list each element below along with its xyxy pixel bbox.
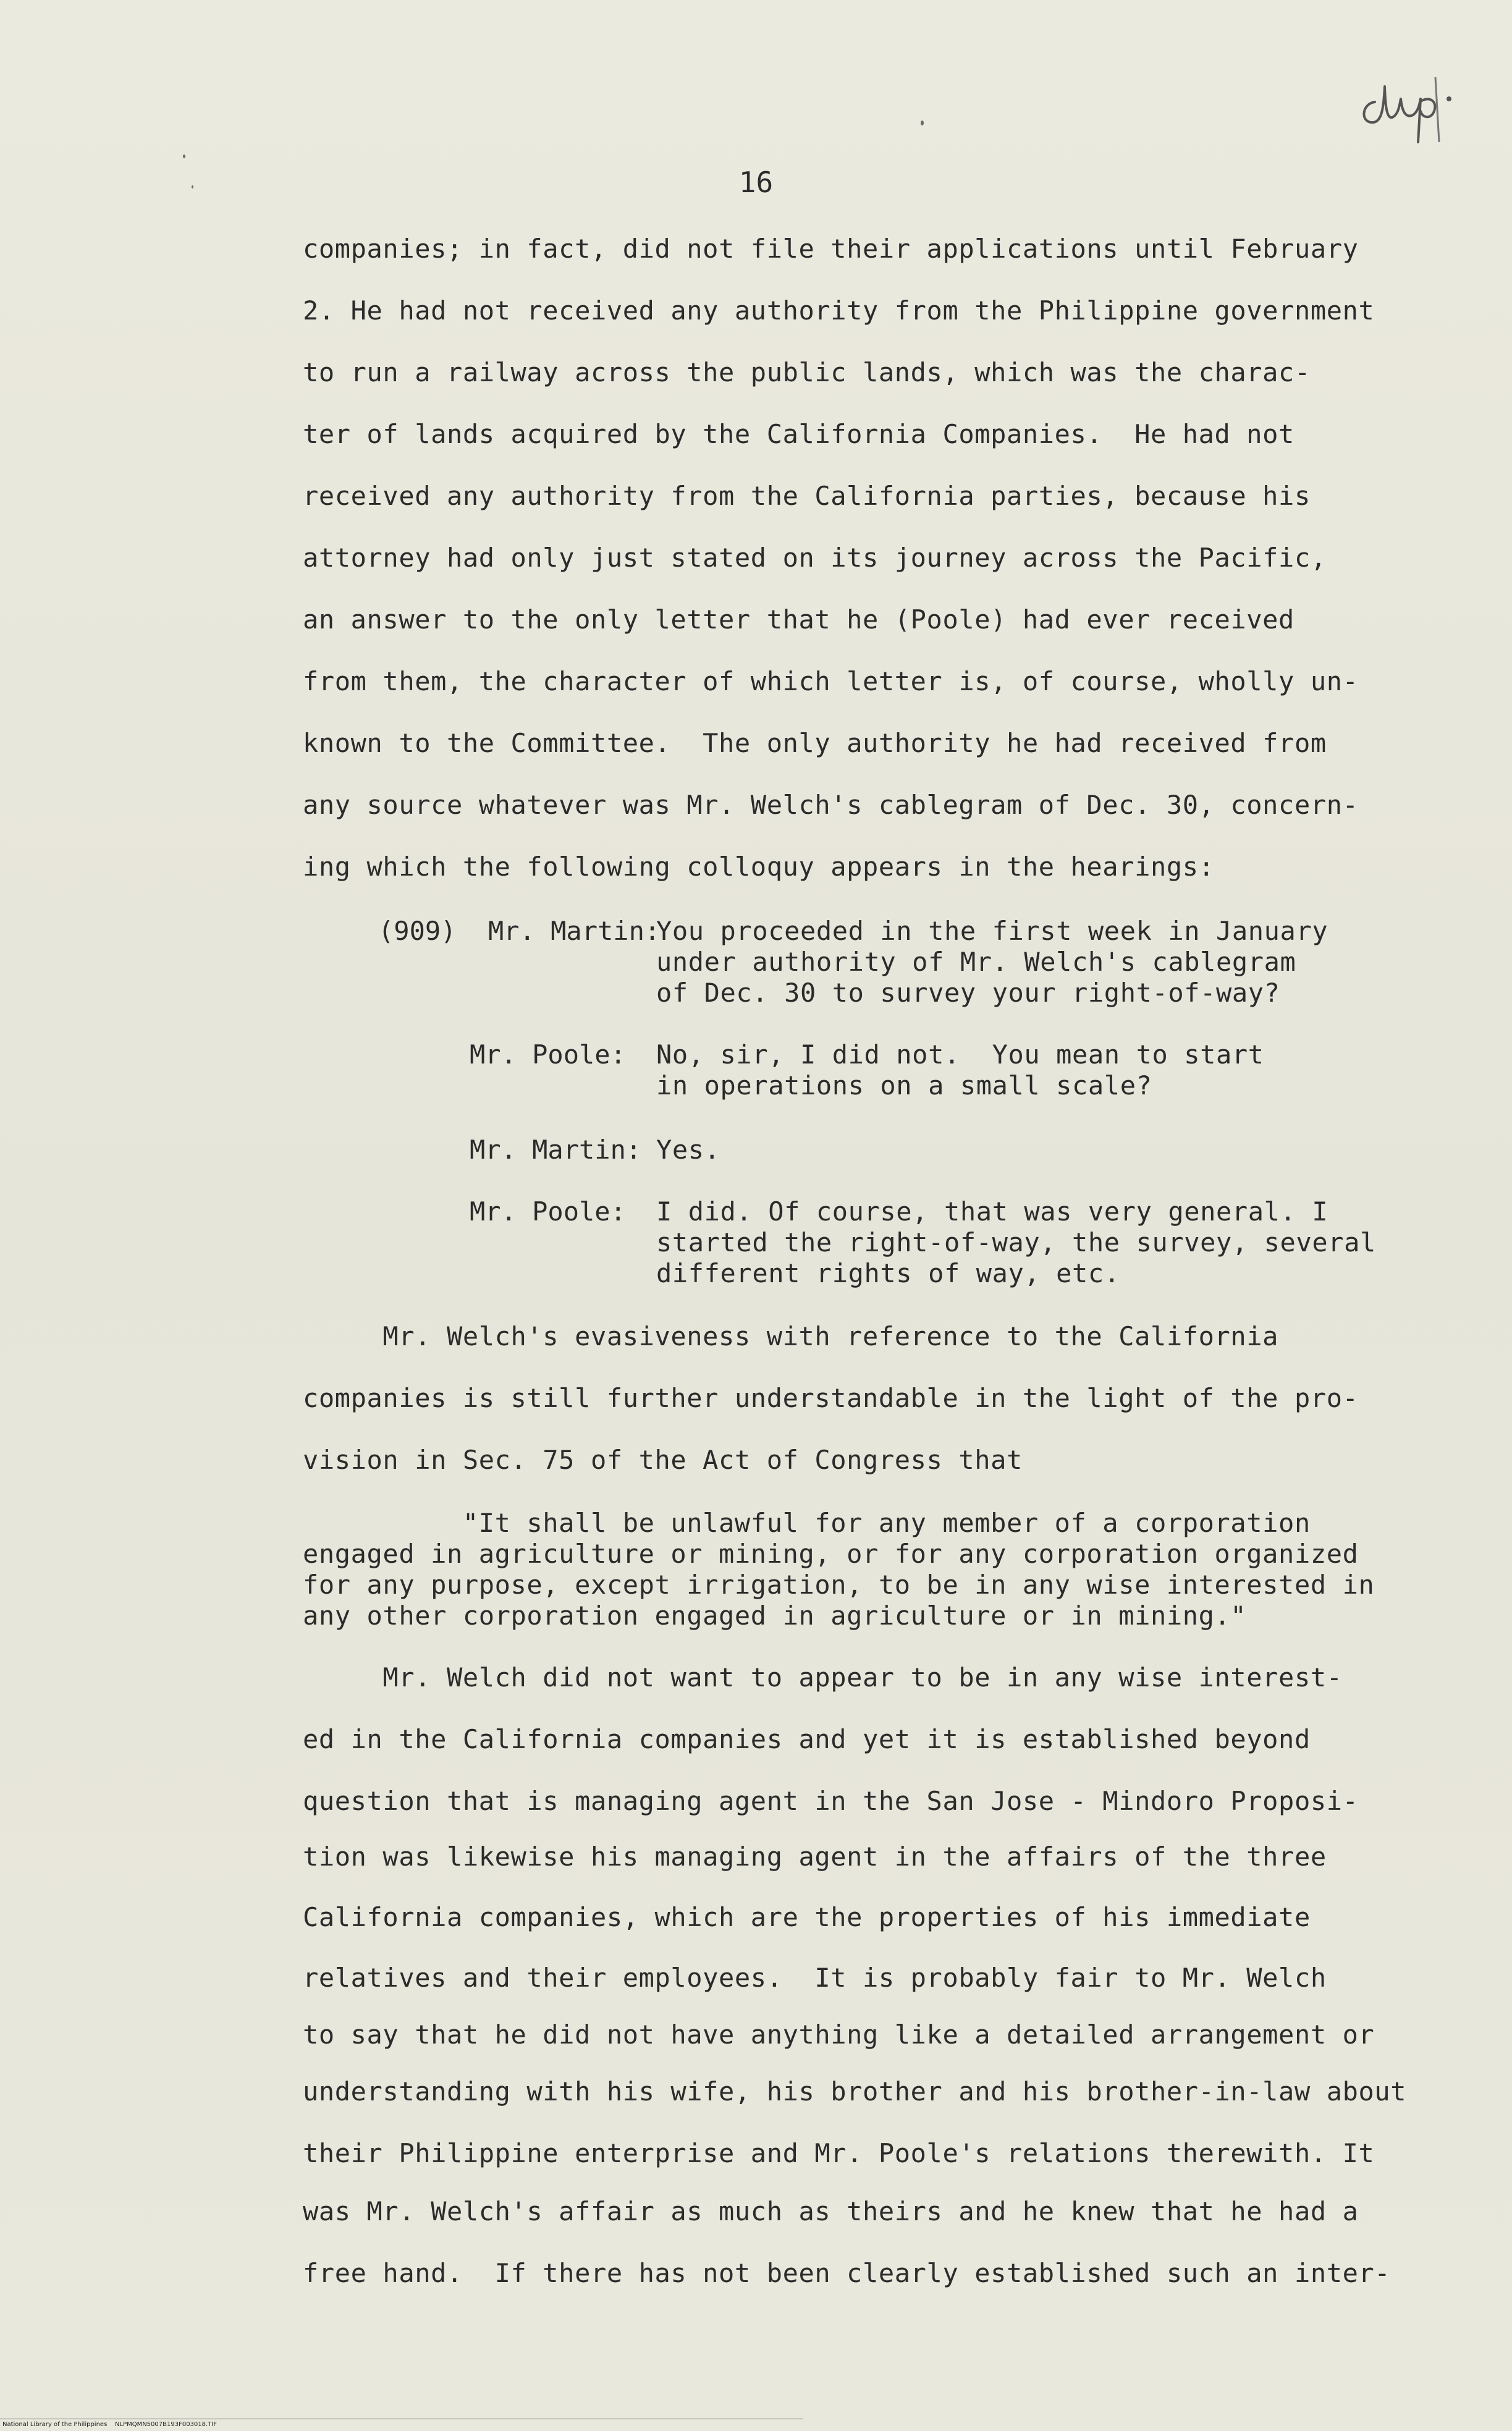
quote-line: "It shall be unlawful for any member of a corporation <box>303 1508 1311 1538</box>
text-line: ter of lands acquired by the California Companies. He had not <box>303 419 1294 449</box>
quote-line: for any purpose, except irrigation, to be in any wise interested in <box>303 1570 1375 1600</box>
text-line: understanding with his wife, his brother and his brother-in-law about <box>303 2076 1407 2107</box>
speaker-poole: Mr. Poole: <box>470 1196 626 1227</box>
text-line: Mr. Welch did not want to appear to be in any wise interest- <box>303 1662 1343 1693</box>
page-number: 16 <box>738 166 774 199</box>
speaker-martin: Mr. Martin: <box>470 1135 642 1165</box>
hearing-reference: (909) <box>378 916 457 946</box>
colloquy-line: You proceeded in the first week in January <box>656 916 1328 946</box>
text-line: their Philippine enterprise and Mr. Poole's relations therewith. It <box>303 2138 1375 2168</box>
colloquy-line: under authority of Mr. Welch's cablegram <box>656 947 1296 977</box>
colloquy-line: I did. Of course, that was very general. I <box>656 1196 1328 1227</box>
text-line: companies is still further understandable in the light of the pro- <box>303 1383 1359 1413</box>
text-line: ed in the California companies and yet it is established beyond <box>303 1724 1311 1754</box>
archive-footer: National Library of the Philippines NLPMQMN5007B193F003018.TIF <box>2 2421 217 2428</box>
text-line: to run a railway across the public lands, which was the charac- <box>303 357 1311 387</box>
text-line: tion was likewise his managing agent in the affairs of the three <box>303 1841 1327 1872</box>
text-line: ing which the following colloquy appears in the hearings: <box>303 852 1215 882</box>
colloquy-line: different rights of way, etc. <box>656 1258 1120 1288</box>
text-line: vision in Sec. 75 of the Act of Congress that <box>303 1445 1023 1475</box>
quote-line: any other corporation engaged in agriculture or in mining." <box>303 1600 1247 1631</box>
text-line: known to the Committee. The only authority he had received from <box>303 728 1327 758</box>
speaker-martin: Mr. Martin: <box>488 916 661 946</box>
scan-speck <box>192 185 193 188</box>
handwritten-annotation-dup <box>1356 49 1480 154</box>
text-line: to say that he did not have anything like a detailed arrangement or <box>303 2019 1375 2050</box>
text-line: California companies, which are the properties of his immediate <box>303 1902 1311 1932</box>
colloquy-line: started the right-of-way, the survey, several <box>656 1227 1376 1258</box>
text-line: 2. He had not received any authority from the Philippine government <box>303 295 1375 326</box>
text-line: any source whatever was Mr. Welch's cablegram of Dec. 30, concern- <box>303 790 1359 820</box>
colloquy-line: Yes. <box>656 1135 720 1165</box>
text-line: relatives and their employees. It is probably fair to Mr. Welch <box>303 1963 1327 1993</box>
text-line: attorney had only just stated on its journey across the Pacific, <box>303 543 1327 573</box>
text-line: was Mr. Welch's affair as much as theirs and he knew that he had a <box>303 2196 1359 2226</box>
colloquy-line: No, sir, I did not. You mean to start <box>656 1039 1264 1070</box>
text-line: received any authority from the California parties, because his <box>303 481 1311 511</box>
text-line: Mr. Welch's evasiveness with reference to the California <box>303 1321 1279 1351</box>
scan-speck <box>183 154 185 158</box>
text-line: an answer to the only letter that he (Poole) had ever received <box>303 604 1294 635</box>
text-line: question that is managing agent in the San Jose - Mindoro Proposi- <box>303 1786 1359 1816</box>
text-line: companies; in fact, did not file their applications until February <box>303 234 1359 264</box>
scan-speck <box>921 120 924 125</box>
quote-line: engaged in agriculture or mining, or for any corporation organized <box>303 1539 1359 1569</box>
speaker-poole: Mr. Poole: <box>470 1039 626 1070</box>
text-line: from them, the character of which letter is, of course, wholly un- <box>303 666 1359 696</box>
text-line: free hand. If there has not been clearly established such an inter- <box>303 2258 1391 2288</box>
colloquy-line: in operations on a small scale? <box>656 1070 1152 1101</box>
colloquy-line: of Dec. 30 to survey your right-of-way? <box>656 978 1280 1008</box>
